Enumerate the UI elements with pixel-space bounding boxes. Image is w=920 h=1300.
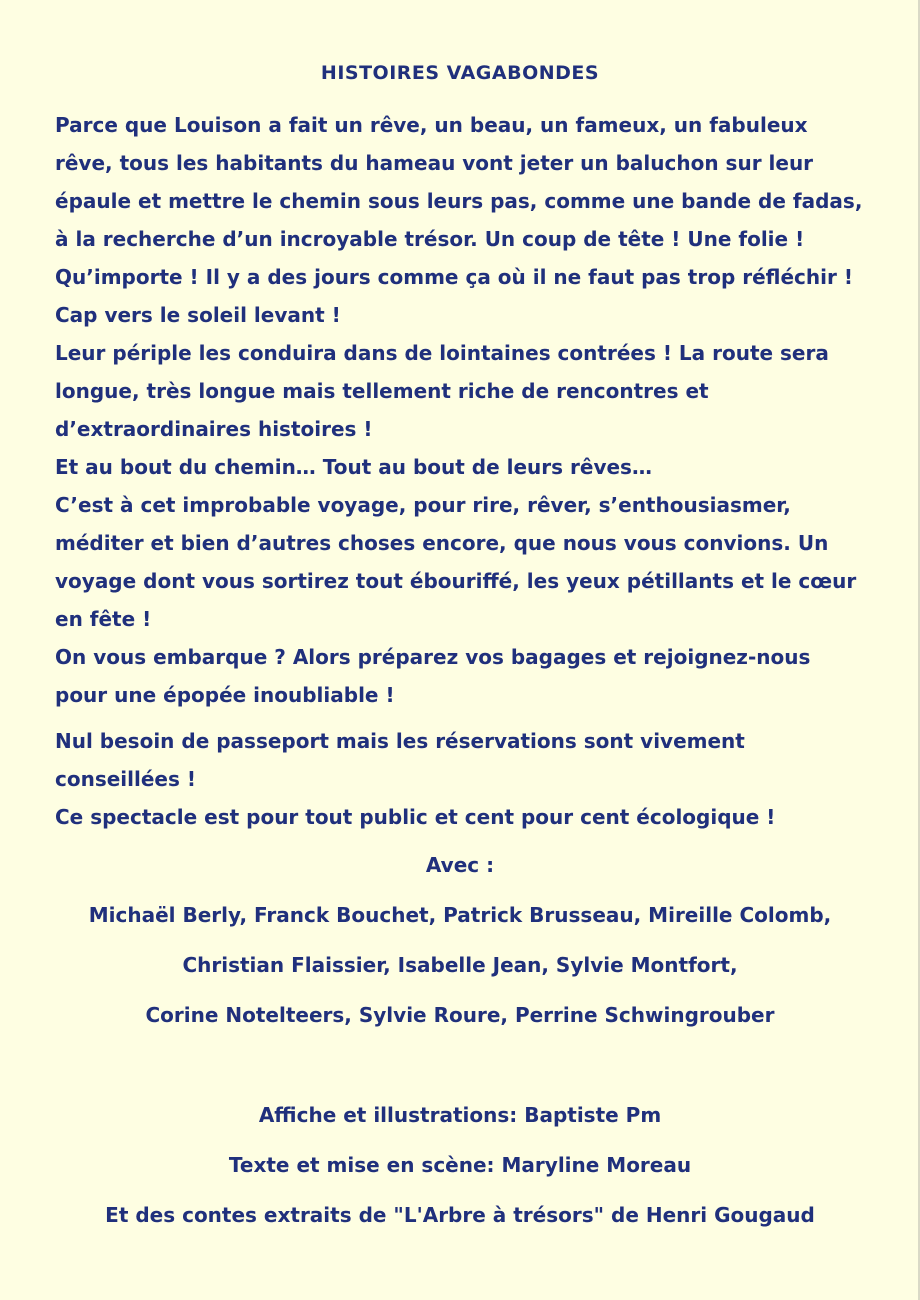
intro-paragraph-2: Leur périple les conduira dans de lointaines contrées ! La route sera longue, très longue mais tellement riche de rencontres et d’extraordinaires histoires ! xyxy=(55,341,829,441)
cast-section xyxy=(0,840,920,1040)
page-title: HISTOIRES VAGABONDES xyxy=(320,62,600,84)
practical-info xyxy=(55,722,865,836)
credit-text: Texte et mise en scène: Maryline Moreau xyxy=(228,1153,692,1177)
cast-line-3: Corine Notelteers, Sylvie Roure, Perrine Schwingrouber xyxy=(145,1003,775,1027)
credits-section xyxy=(0,1090,920,1240)
reservation-note: Nul besoin de passeport mais les réservations sont vivement conseillées ! xyxy=(55,729,745,791)
intro-paragraph-3: Et au bout du chemin… Tout au bout de leurs rêves… xyxy=(55,455,652,479)
credit-poster: Affiche et illustrations: Baptiste Pm xyxy=(258,1103,662,1127)
cast-line-2: Christian Flaissier, Isabelle Jean, Sylvie Montfort, xyxy=(182,953,738,977)
intro-text xyxy=(55,106,865,714)
intro-paragraph-4: C’est à cet improbable voyage, pour rire, rêver, s’enthousiasmer, méditer et bien d’autres choses encore, que nous vous convions. Un voyage dont vous sortirez tout ébouriffé, les yeux pétillants et le cœur en fête ! xyxy=(55,493,857,631)
cast-line-1: Michaël Berly, Franck Bouchet, Patrick Brusseau, Mireille Colomb, xyxy=(88,903,832,927)
intro-paragraph-1: Parce que Louison a fait un rêve, un beau, un fameux, un fabuleux rêve, tous les habitants du hameau vont jeter un baluchon sur leur épaule et mettre le chemin sous leurs pas, comme une bande de fadas, à la recherche d’un incroyable trésor. Un coup de tête ! Une folie ! Qu’importe ! Il y a des jours comme ça où il ne faut pas trop réfléchir ! Cap vers le soleil levant ! xyxy=(55,113,863,327)
cast-label: Avec : xyxy=(425,853,495,877)
intro-paragraph-5: On vous embarque ? Alors préparez vos bagages et rejoignez-nous pour une épopée inoubliable ! xyxy=(55,645,811,707)
audience-note: Ce spectacle est pour tout public et cent pour cent écologique ! xyxy=(55,805,776,829)
credit-tales: Et des contes extraits de "L'Arbre à trésors" de Henri Gougaud xyxy=(105,1203,815,1227)
